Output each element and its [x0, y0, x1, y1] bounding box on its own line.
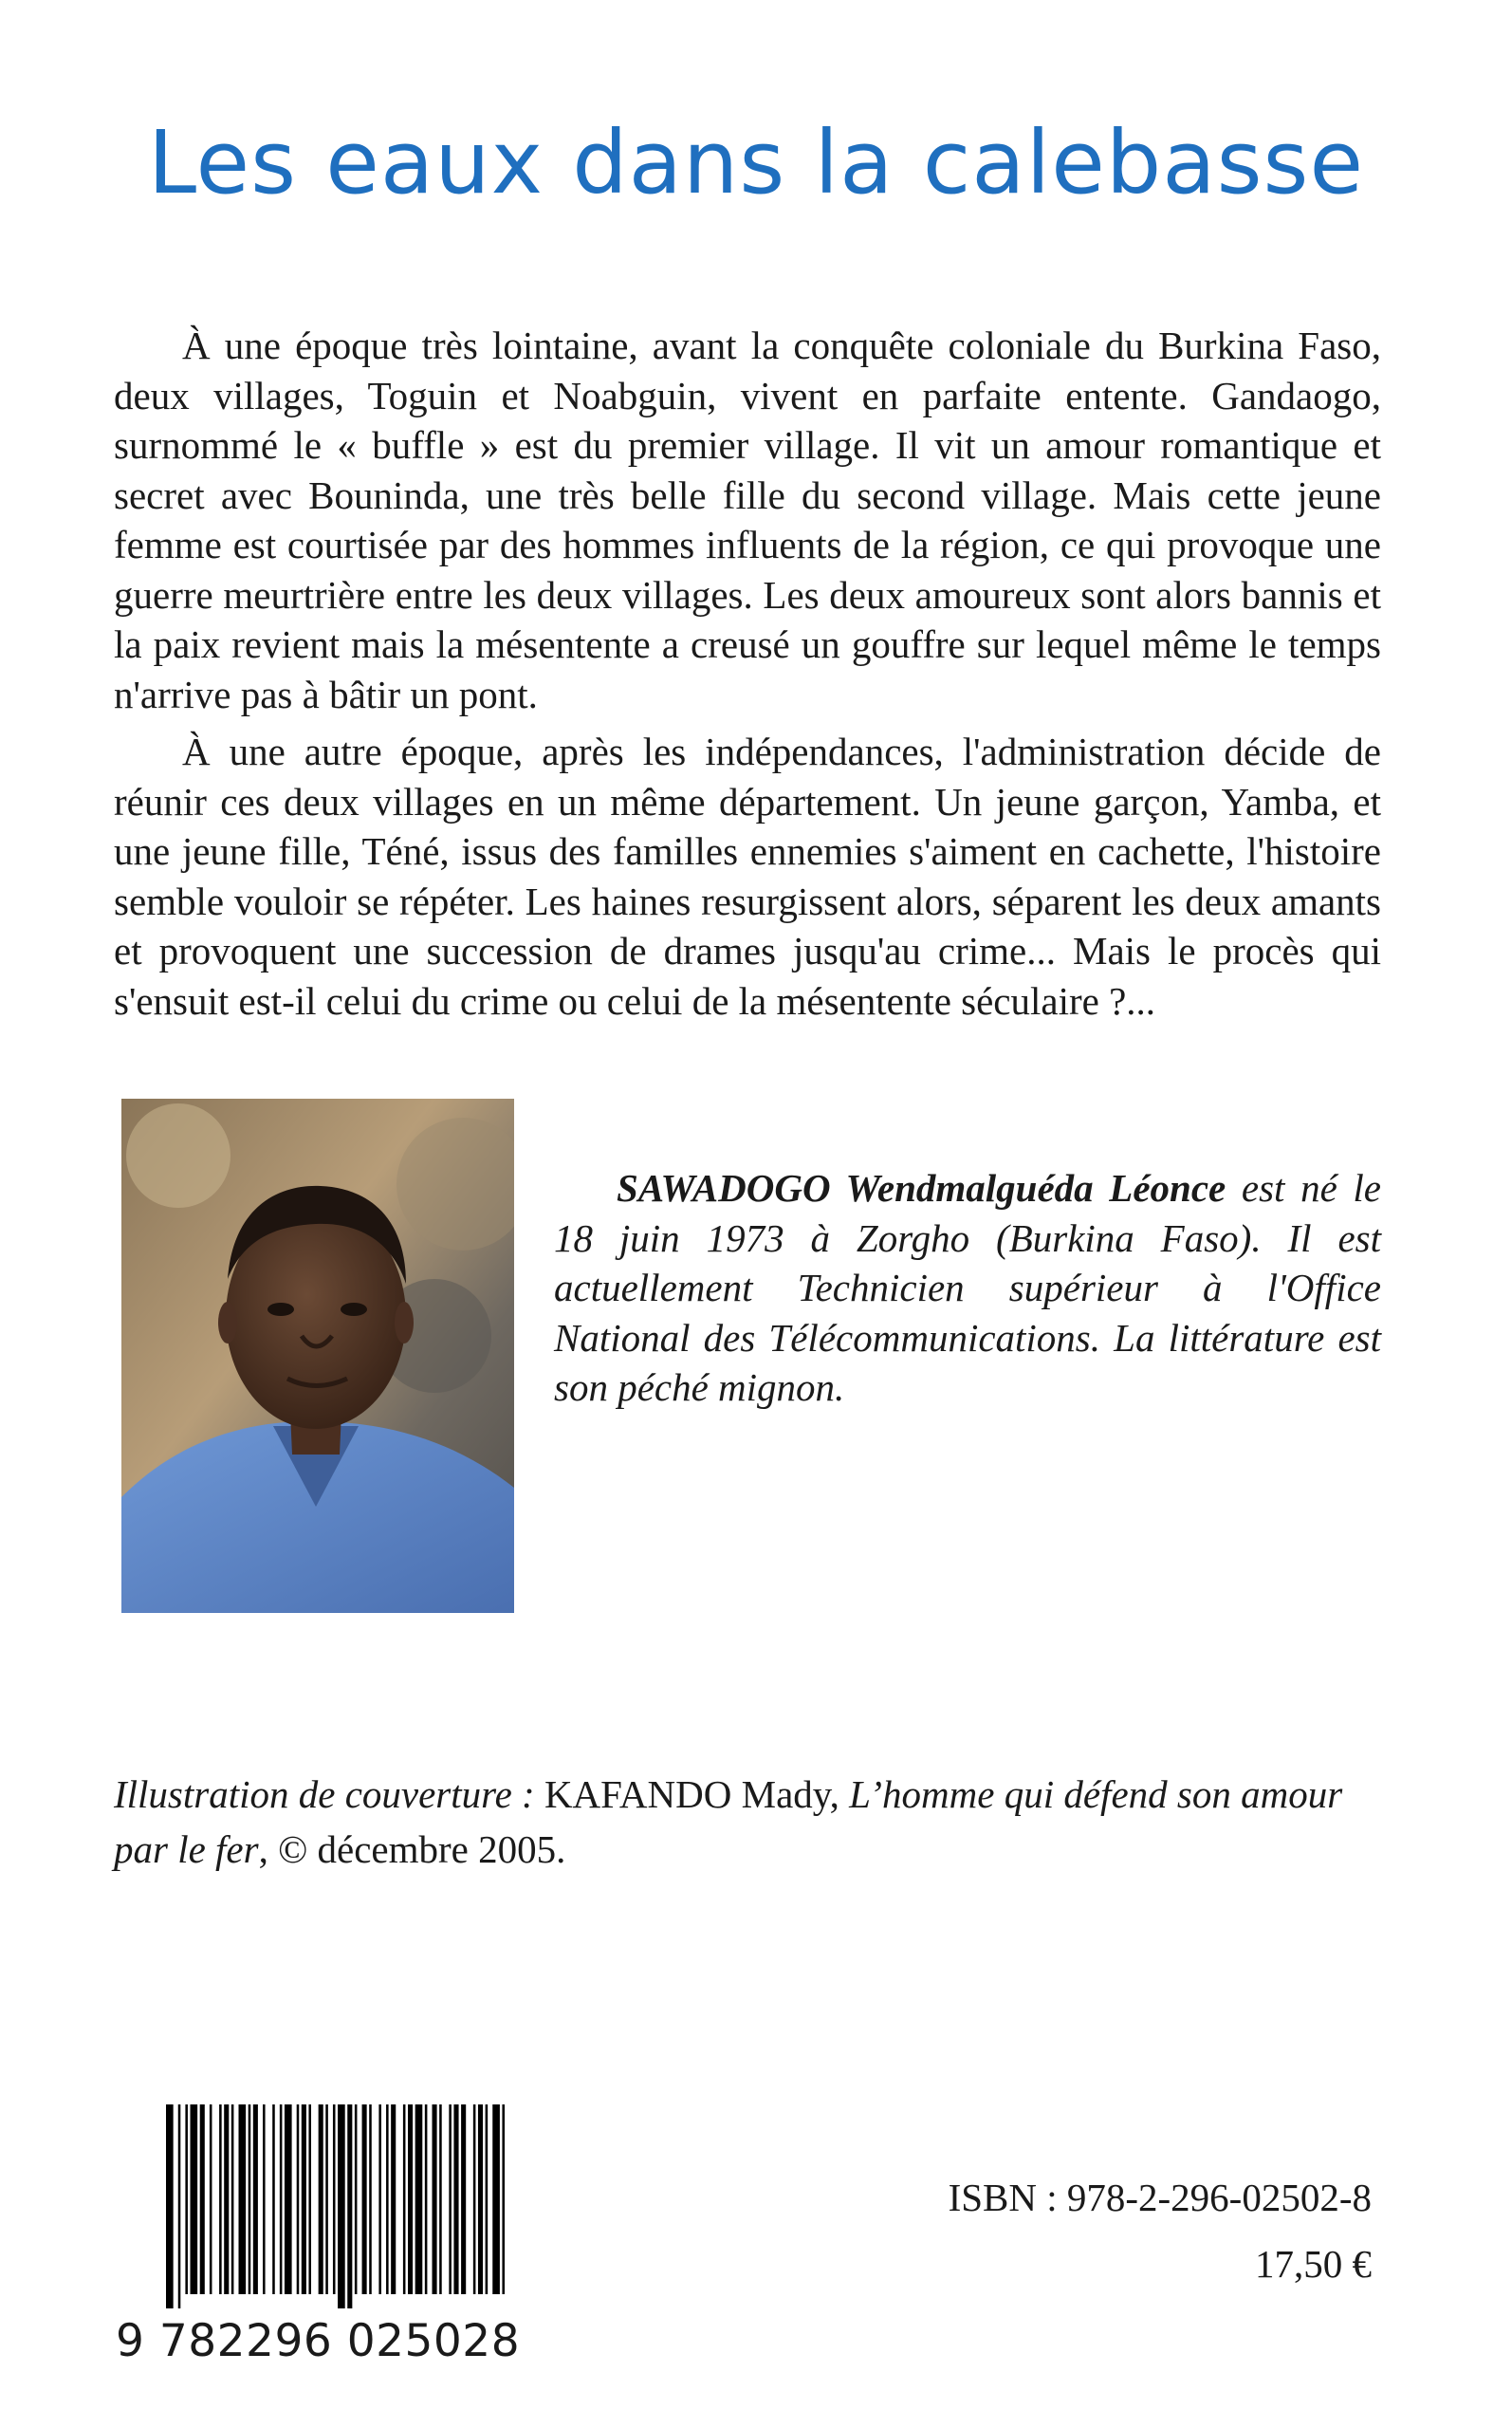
barcode-bar [408, 2104, 413, 2294]
barcode-bar [347, 2104, 352, 2308]
barcode-bar [253, 2104, 258, 2294]
barcode-bar [449, 2104, 452, 2294]
synopsis-paragraph: À une époque très lointaine, avant la conquête coloniale du Burkina Faso, deux villages, Toguin et Noabguin, vivent en parfaite entente. Gandaogo, surnommé le « buffle » est du premier village. Il vit un amour romantique et secret avec Bouninda, une très belle fille du second village. Mais cette jeune femme est courtisée par des hommes influents de la région, ce qui provoque une guerre meurtrière entre les deux villages. Les deux amoureux sont alors bannis et la paix revient mais la mésentente a creusé un gouffre sur lequel même le temps n'arrive pas à bâtir un pont. [114, 324, 1381, 716]
barcode-bar [325, 2104, 328, 2294]
author-portrait-image [121, 1099, 514, 1613]
barcode-bar [285, 2104, 292, 2294]
barcode-bar [302, 2104, 306, 2294]
barcode-bar [478, 2104, 483, 2294]
barcode-bar [185, 2104, 188, 2294]
barcode-bar [486, 2104, 489, 2294]
barcode-bar [272, 2104, 275, 2294]
barcode-bar [178, 2104, 181, 2308]
barcode-bar [355, 2104, 358, 2294]
barcode-bar [219, 2104, 222, 2294]
barcode-bar [319, 2104, 323, 2294]
barcode-bar [231, 2104, 234, 2294]
barcode-bar [473, 2104, 476, 2294]
credit-work-title: L’homme qui défend son amour par le fer [114, 1772, 1343, 1871]
synopsis-paragraph: À une autre époque, après les indépendances, l'administration décide de réunir ces deux villages en un même département. Un jeune garçon, Yamba, et une jeune fille, Téné, issus des familles ennemies s'aiment en cachette, l'histoire semble vouloir se répéter. Les haines resurgissent alors, séparent les deux amants et provoquent une succession de drames jusqu'au crime... Mais le procès qui s'ensuit est-il celui du crime ou celui de la mésentente séculaire ?... [114, 730, 1381, 1023]
barcode-bar [166, 2104, 174, 2308]
barcode-bar [415, 2104, 423, 2294]
barcode-bar [453, 2104, 458, 2294]
barcode-bar [492, 2104, 500, 2294]
barcode-bar [502, 2104, 505, 2294]
price: 17,50 € [1255, 2242, 1372, 2286]
barcode-bar [239, 2104, 247, 2294]
barcode-bar [280, 2104, 283, 2294]
author-name: SAWADOGO Wendmalguéda Léonce [617, 1166, 1226, 1210]
credit-label: Illustration de couverture : [114, 1772, 535, 1816]
credit-date: , © décembre 2005. [258, 1827, 566, 1871]
barcode [166, 2104, 560, 2308]
barcode-bar [369, 2104, 372, 2294]
barcode-bar [425, 2104, 428, 2294]
barcode-bar [338, 2104, 345, 2308]
author-photo [121, 1099, 514, 1613]
barcode-bar [333, 2104, 336, 2294]
illustration-credit [114, 1767, 1381, 1877]
barcode-bar [210, 2104, 212, 2294]
barcode-bar [249, 2104, 251, 2294]
barcode-bar [308, 2104, 311, 2294]
barcode-digits: 9 782296 025028 [116, 2315, 521, 2367]
author-bio-text: est né le 18 juin 1973 à Zorgho (Burkina Faso). Il est actuellement Technicien supérieur à l'Office National des Télécommunications. La littérature est son péché mignon. [554, 1166, 1381, 1409]
barcode-bar [433, 2104, 437, 2294]
synopsis [114, 321, 1381, 1026]
barcode-bar [297, 2104, 300, 2294]
barcode-bar [439, 2104, 442, 2294]
barcode-bar [386, 2104, 389, 2294]
barcode-bar [191, 2104, 198, 2294]
author-bio [554, 1163, 1381, 1413]
book-title: Les eaux dans la calebasse [147, 112, 1365, 213]
barcode-bar [403, 2104, 406, 2294]
barcode-bar [391, 2104, 396, 2294]
barcode-bar [362, 2104, 367, 2294]
isbn: ISBN : 978-2-296-02502-8 [948, 2176, 1372, 2219]
barcode-bar [378, 2104, 381, 2294]
barcode-bar [200, 2104, 205, 2294]
barcode-bar [461, 2104, 466, 2294]
barcode-bar [263, 2104, 266, 2294]
barcode-bar [224, 2104, 229, 2294]
credit-artist: KAFANDO Mady, [544, 1772, 839, 1816]
